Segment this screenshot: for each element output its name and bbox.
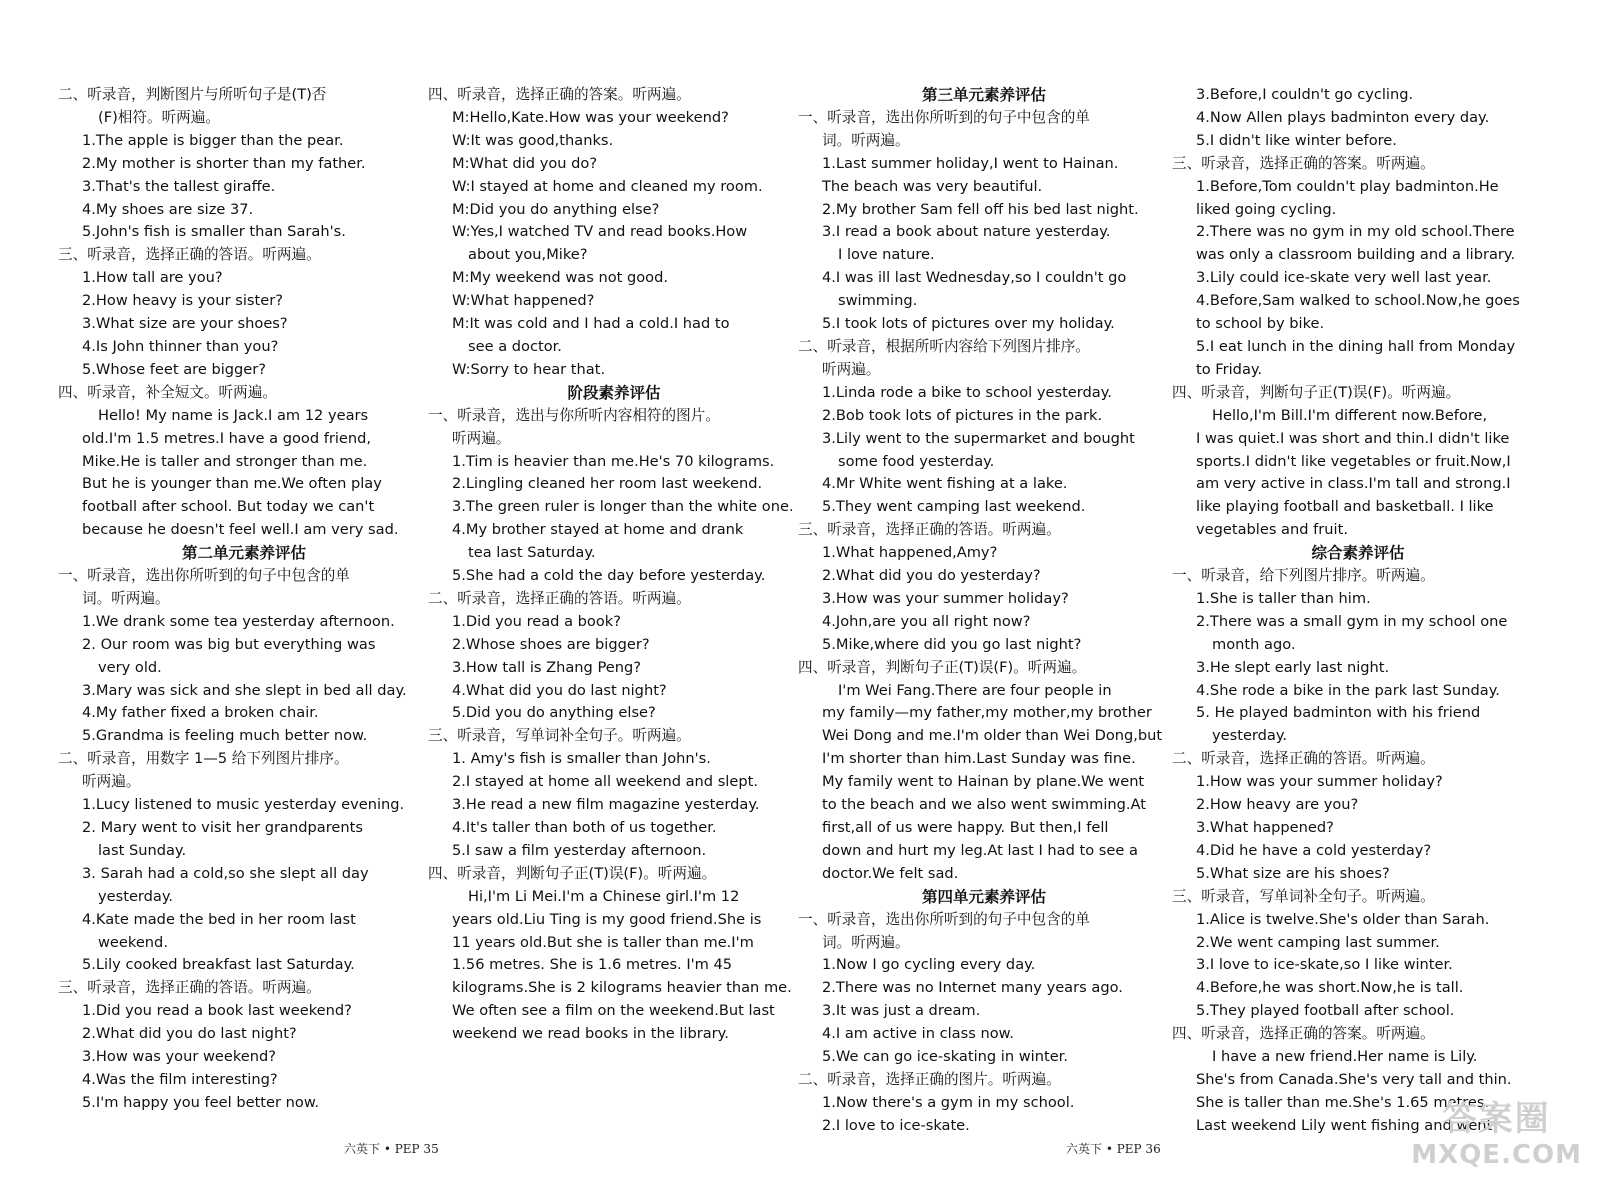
text-line: 1.Last summer holiday,I went to Hainan.	[822, 154, 1119, 172]
text-line: 4.My brother stayed at home and drank	[452, 521, 744, 539]
text-line: 4.I am active in class now.	[822, 1025, 1014, 1043]
text-line-continued: about you,Mike?	[468, 246, 588, 264]
text-line: 3.How was your summer holiday?	[822, 589, 1069, 607]
text-line-continued: very old.	[98, 658, 162, 676]
text-line: 4.What did you do last night?	[452, 681, 667, 699]
text-line: 2.Lingling cleaned her room last weekend.	[452, 475, 763, 493]
text-line: 2.I love to ice-skate.	[822, 1116, 970, 1134]
text-line: to the beach and we also went swimming.At	[822, 796, 1146, 814]
text-line: But he is younger than me.We often play	[82, 475, 382, 493]
text-line: 1.We drank some tea yesterday afternoon.	[82, 612, 395, 630]
text-line: 1.Before,Tom couldn't play badminton.He	[1196, 177, 1499, 195]
text-line: 5.I eat lunch in the dining hall from Monday	[1196, 337, 1516, 355]
text-line: vegetables and fruit.	[1196, 521, 1348, 539]
text-line: 5.Whose feet are bigger?	[82, 360, 267, 378]
text-line: I'm shorter than him.Last Sunday was fine.	[822, 750, 1136, 768]
text-line-continued: swimming.	[838, 292, 918, 310]
text-line: I was quiet.I was short and thin.I didn't like	[1196, 429, 1510, 447]
text-line: old.I'm 1.5 metres.I have a good friend,	[82, 429, 372, 447]
section-heading: 一、听录音，选出你所听到的句子中包含的单	[798, 910, 1090, 928]
text-line: 4.Is John thinner than you?	[82, 337, 279, 355]
text-line: 5.Did you do anything else?	[452, 704, 656, 722]
column-2	[428, 84, 800, 1118]
text-line: 4.Kate made the bed in her room last	[82, 910, 356, 928]
column-1	[58, 84, 430, 1118]
text-line: my family—my father,my mother,my brother	[822, 704, 1152, 722]
text-line: 2.What did you do last night?	[82, 1025, 297, 1043]
text-line: 3.What happened?	[1196, 819, 1334, 836]
text-line: W:What happened?	[452, 292, 595, 310]
text-line: 5.They went camping last weekend.	[822, 498, 1086, 516]
text-line: 4.Was the film interesting?	[82, 1070, 278, 1088]
text-line: 1.Lucy listened to music yesterday evening.	[82, 796, 405, 814]
text-line: was only a classroom building and a library.	[1196, 246, 1516, 264]
text-line: 5. He played badminton with his friend	[1196, 704, 1481, 722]
text-line: M:Did you do anything else?	[452, 200, 660, 218]
text-line-continued: tea last Saturday.	[468, 544, 596, 562]
text-line: to school by bike.	[1196, 315, 1325, 333]
text-line: 3.Lily could ice-skate very well last year.	[1196, 269, 1492, 287]
text-line: 2.I stayed at home all weekend and slept.	[452, 773, 758, 791]
paragraph-line: Hello,I'm Bill.I'm different now.Before,	[1212, 406, 1488, 424]
text-line: 词。听两遍。	[822, 933, 910, 951]
text-line: 3.I read a book about nature yesterday.	[822, 223, 1111, 241]
page-number-right: 六英下 • PEP 36	[1066, 1142, 1161, 1156]
text-line: 2.We went camping last summer.	[1196, 933, 1440, 951]
section-heading: 三、听录音，写单词补全句子。听两遍。	[428, 727, 691, 745]
text-line: W:Sorry to hear that.	[452, 360, 606, 378]
text-line: 1.56 metres. She is 1.6 metres. I'm 45	[452, 956, 733, 974]
text-line-continued: see a doctor.	[468, 337, 562, 355]
text-line: We often see a film on the weekend.But last	[452, 1002, 775, 1020]
text-line: 5.What size are his shoes?	[1196, 864, 1390, 882]
text-line: kilograms.She is 2 kilograms heavier than me.	[452, 979, 792, 997]
text-line: 词。听两遍。	[82, 589, 170, 607]
unit-title: 第三单元素养评估	[921, 86, 1046, 104]
text-line: 2.There was no Internet many years ago.	[822, 979, 1123, 997]
text-line: 5.She had a cold the day before yesterday.	[452, 567, 766, 585]
text-line: 1.Did you read a book?	[452, 612, 621, 630]
text-line: 词。听两遍。	[822, 131, 910, 149]
text-line: 1.Did you read a book last weekend?	[82, 1002, 352, 1020]
text-line: 1.What happened,Amy?	[822, 544, 998, 562]
text-line: down and hurt my leg.At last I had to see a	[822, 841, 1138, 859]
text-line: 4.My father fixed a broken chair.	[82, 704, 319, 722]
text-line: 3.That's the tallest giraffe.	[82, 177, 276, 195]
text-line: 3.He slept early last night.	[1196, 658, 1390, 676]
text-line: 1. Amy's fish is smaller than John's.	[452, 750, 711, 768]
section-heading: 二、听录音，选择正确的图片。听两遍。	[798, 1070, 1061, 1088]
text-line: She is taller than me.She's 1.65 metres.	[1196, 1093, 1490, 1111]
text-line: 4.She rode a bike in the park last Sunday.	[1196, 681, 1500, 699]
text-line: 3. Sarah had a cold,so she slept all day	[82, 864, 369, 882]
text-line: 4.Before,Sam walked to school.Now,he goes	[1196, 292, 1520, 310]
text-line: sports.I didn't like vegetables or fruit.Now,I	[1196, 452, 1511, 470]
text-line-continued: month ago.	[1212, 635, 1296, 653]
column-3	[798, 84, 1170, 1134]
text-line: 3.It was just a dream.	[822, 1002, 981, 1020]
section-heading: 二、听录音，判断图片与所听句子是(T)否	[58, 86, 327, 103]
text-line: 5.I'm happy you feel better now.	[82, 1093, 320, 1111]
text-line: 4.I was ill last Wednesday,so I couldn't go	[822, 269, 1127, 287]
text-line: She's from Canada.She's very tall and thin.	[1196, 1070, 1512, 1088]
text-line: Mike.He is taller and stronger than me.	[82, 452, 368, 470]
section-heading: 三、听录音，选择正确的答案。听两遍。	[1172, 154, 1435, 172]
text-line: 5.Mike,where did you go last night?	[822, 635, 1082, 653]
text-line: to Friday.	[1196, 360, 1263, 378]
section-heading: 二、听录音，选择正确的答语。听两遍。	[428, 589, 691, 607]
text-line: 3.What size are your shoes?	[82, 315, 288, 333]
text-line: 4.Did he have a cold yesterday?	[1196, 841, 1432, 859]
text-line: 5.I saw a film yesterday afternoon.	[452, 841, 707, 859]
text-line: 4.My shoes are size 37.	[82, 200, 254, 218]
section-heading: 四、听录音，判断句子正(T)误(F)。听两遍。	[428, 864, 717, 882]
section-heading: 四、听录音，判断句子正(T)误(F)。听两遍。	[798, 658, 1087, 676]
text-line: 5.They played football after school.	[1196, 1002, 1455, 1020]
text-line: 1.How was your summer holiday?	[1196, 773, 1443, 791]
watermark	[1411, 1091, 1582, 1170]
watermark-url: MXQE.COM	[1411, 1140, 1582, 1170]
text-line: 2.My brother Sam fell off his bed last night.	[822, 200, 1139, 218]
text-line: 3.I love to ice-skate,so I like winter.	[1196, 956, 1453, 974]
text-line: 1.Now there's a gym in my school.	[822, 1093, 1075, 1111]
text-line: 2. Our room was big but everything was	[82, 635, 376, 653]
section-heading: 四、听录音，选择正确的答案。听两遍。	[428, 86, 691, 103]
text-line: am very active in class.I'm tall and strong.I	[1196, 475, 1511, 493]
section-heading: 四、听录音，判断句子正(T)误(F)。听两遍。	[1172, 383, 1461, 401]
unit-title: 阶段素养评估	[567, 383, 661, 402]
text-line-continued: yesterday.	[98, 887, 174, 905]
text-line: 2. Mary went to visit her grandparents	[82, 819, 363, 836]
text-line: 5.I didn't like winter before.	[1196, 131, 1397, 149]
text-line: weekend we read books in the library.	[452, 1025, 729, 1043]
text-line: like playing football and basketball. I like	[1196, 498, 1494, 516]
text-line-continued: some food yesterday.	[838, 452, 995, 470]
text-line: M:My weekend was not good.	[452, 269, 669, 287]
section-heading: 一、听录音，选出与你所听内容相符的图片。	[428, 406, 720, 424]
section-heading: 三、听录音，选择正确的答语。听两遍。	[58, 246, 321, 264]
text-line: M:What did you do?	[452, 154, 598, 172]
text-line: 听两遍。	[822, 360, 881, 378]
watermark-logo: 答案圈	[1442, 1099, 1551, 1139]
text-line: football after school. But today we can't	[82, 498, 375, 516]
text-line: 3.How tall is Zhang Peng?	[452, 658, 641, 676]
text-line: 2.How heavy are you?	[1196, 796, 1359, 814]
text-line: 3.How was your weekend?	[82, 1048, 277, 1066]
text-line-continued: I love nature.	[838, 246, 935, 264]
text-line: 5.I took lots of pictures over my holiday.	[822, 315, 1115, 333]
text-line-continued: last Sunday.	[98, 841, 187, 859]
section-heading: 四、听录音，选择正确的答案。听两遍。	[1172, 1025, 1435, 1043]
text-line: liked going cycling.	[1196, 200, 1337, 218]
text-line: 2.My mother is shorter than my father.	[82, 154, 366, 172]
text-line: 2.There was no gym in my old school.There	[1196, 223, 1515, 241]
text-line: W:It was good,thanks.	[452, 131, 614, 149]
unit-title: 第四单元素养评估	[921, 887, 1046, 906]
text-line: M:Hello,Kate.How was your weekend?	[452, 108, 729, 126]
text-line: doctor.We felt sad.	[822, 864, 959, 882]
text-line: 2.How heavy is your sister?	[82, 292, 283, 310]
unit-title: 第二单元素养评估	[181, 544, 306, 563]
section-heading: 一、听录音，选出你所听到的句子中包含的单	[798, 108, 1090, 126]
text-line: W:Yes,I watched TV and read books.How	[452, 223, 748, 241]
text-line: 5.We can go ice-skating in winter.	[822, 1048, 1068, 1066]
text-line: 3.Mary was sick and she slept in bed all day.	[82, 681, 407, 699]
text-line: 5.John's fish is smaller than Sarah's.	[82, 223, 346, 241]
unit-title: 综合素养评估	[1311, 544, 1405, 563]
text-line: 2.There was a small gym in my school one	[1196, 612, 1508, 630]
text-line: 1.The apple is bigger than the pear.	[82, 131, 344, 149]
text-line: W:I stayed at home and cleaned my room.	[452, 177, 763, 195]
section-heading: 四、听录音，补全短文。听两遍。	[58, 383, 277, 401]
text-line: 4.It's taller than both of us together.	[452, 819, 717, 836]
text-line: 11 years old.But she is taller than me.I'm	[452, 933, 754, 951]
text-line: 1.Now I go cycling every day.	[822, 956, 1036, 974]
text-line: M:It was cold and I had a cold.I had to	[452, 315, 730, 333]
section-heading: 二、听录音，根据所听内容给下列图片排序。	[798, 337, 1090, 355]
text-line: 听两遍。	[452, 429, 511, 447]
text-line-continued: yesterday.	[1212, 727, 1288, 745]
text-line: 2.Whose shoes are bigger?	[452, 635, 650, 653]
paragraph-line: I'm Wei Fang.There are four people in	[838, 681, 1112, 699]
paragraph-line: Hi,I'm Li Mei.I'm a Chinese girl.I'm 12	[468, 887, 740, 905]
text-line: years old.Liu Ting is my good friend.She is	[452, 910, 762, 928]
text-line-continued: weekend.	[98, 933, 168, 951]
paragraph-line: Hello! My name is Jack.I am 12 years	[98, 406, 369, 424]
section-heading: 三、听录音，选择正确的答语。听两遍。	[58, 979, 321, 997]
section-heading: 二、听录音，选择正确的答语。听两遍。	[1172, 750, 1435, 768]
text-line: 5.Grandma is feeling much better now.	[82, 727, 368, 745]
text-line: The beach was very beautiful.	[822, 177, 1043, 195]
section-heading: 一、听录音，选出你所听到的句子中包含的单	[58, 567, 350, 585]
paragraph-line: I have a new friend.Her name is Lily.	[1212, 1048, 1478, 1066]
text-line: 3.He read a new film magazine yesterday.	[452, 796, 760, 814]
section-heading: 三、听录音，写单词补全句子。听两遍。	[1172, 887, 1435, 905]
text-line: 3.The green ruler is longer than the white one.	[452, 498, 794, 516]
text-line: 4.John,are you all right now?	[822, 612, 1031, 630]
text-line: 3.Before,I couldn't go cycling.	[1196, 86, 1414, 103]
text-line: 1.Linda rode a bike to school yesterday.	[822, 383, 1112, 401]
section-heading: 一、听录音，给下列图片排序。听两遍。	[1172, 567, 1435, 585]
text-line-continued: (F)相符。听两遍。	[98, 108, 220, 126]
text-line: 1.How tall are you?	[82, 269, 223, 287]
text-line: 1.Alice is twelve.She's older than Sarah.	[1196, 910, 1490, 928]
text-line: 4.Before,he was short.Now,he is tall.	[1196, 979, 1464, 997]
text-line: 5.Lily cooked breakfast last Saturday.	[82, 956, 355, 974]
page-number-left: 六英下 • PEP 35	[344, 1142, 439, 1156]
text-line: 4.Mr White went fishing at a lake.	[822, 475, 1068, 493]
section-heading: 二、听录音，用数字 1—5 给下列图片排序。	[58, 750, 349, 768]
text-line: 2.What did you do yesterday?	[822, 567, 1041, 585]
text-line: because he doesn't feel well.I am very sad.	[82, 521, 399, 539]
section-heading: 三、听录音，选择正确的答语。听两遍。	[798, 521, 1061, 539]
text-line: 1.Tim is heavier than me.He's 70 kilograms.	[452, 452, 775, 470]
text-line: Last weekend Lily went fishing and went	[1196, 1116, 1493, 1134]
text-line: Wei Dong and me.I'm older than Wei Dong,but	[822, 727, 1163, 745]
text-line: 听两遍。	[82, 773, 141, 791]
text-line: first,all of us were happy. But then,I fell	[822, 819, 1109, 836]
text-line: My family went to Hainan by plane.We went	[822, 773, 1145, 791]
text-line: 1.She is taller than him.	[1196, 589, 1371, 607]
text-line: 4.Now Allen plays badminton every day.	[1196, 108, 1490, 126]
text-line: 2.Bob took lots of pictures in the park.	[822, 406, 1103, 424]
text-line: 3.Lily went to the supermarket and bought	[822, 429, 1135, 447]
